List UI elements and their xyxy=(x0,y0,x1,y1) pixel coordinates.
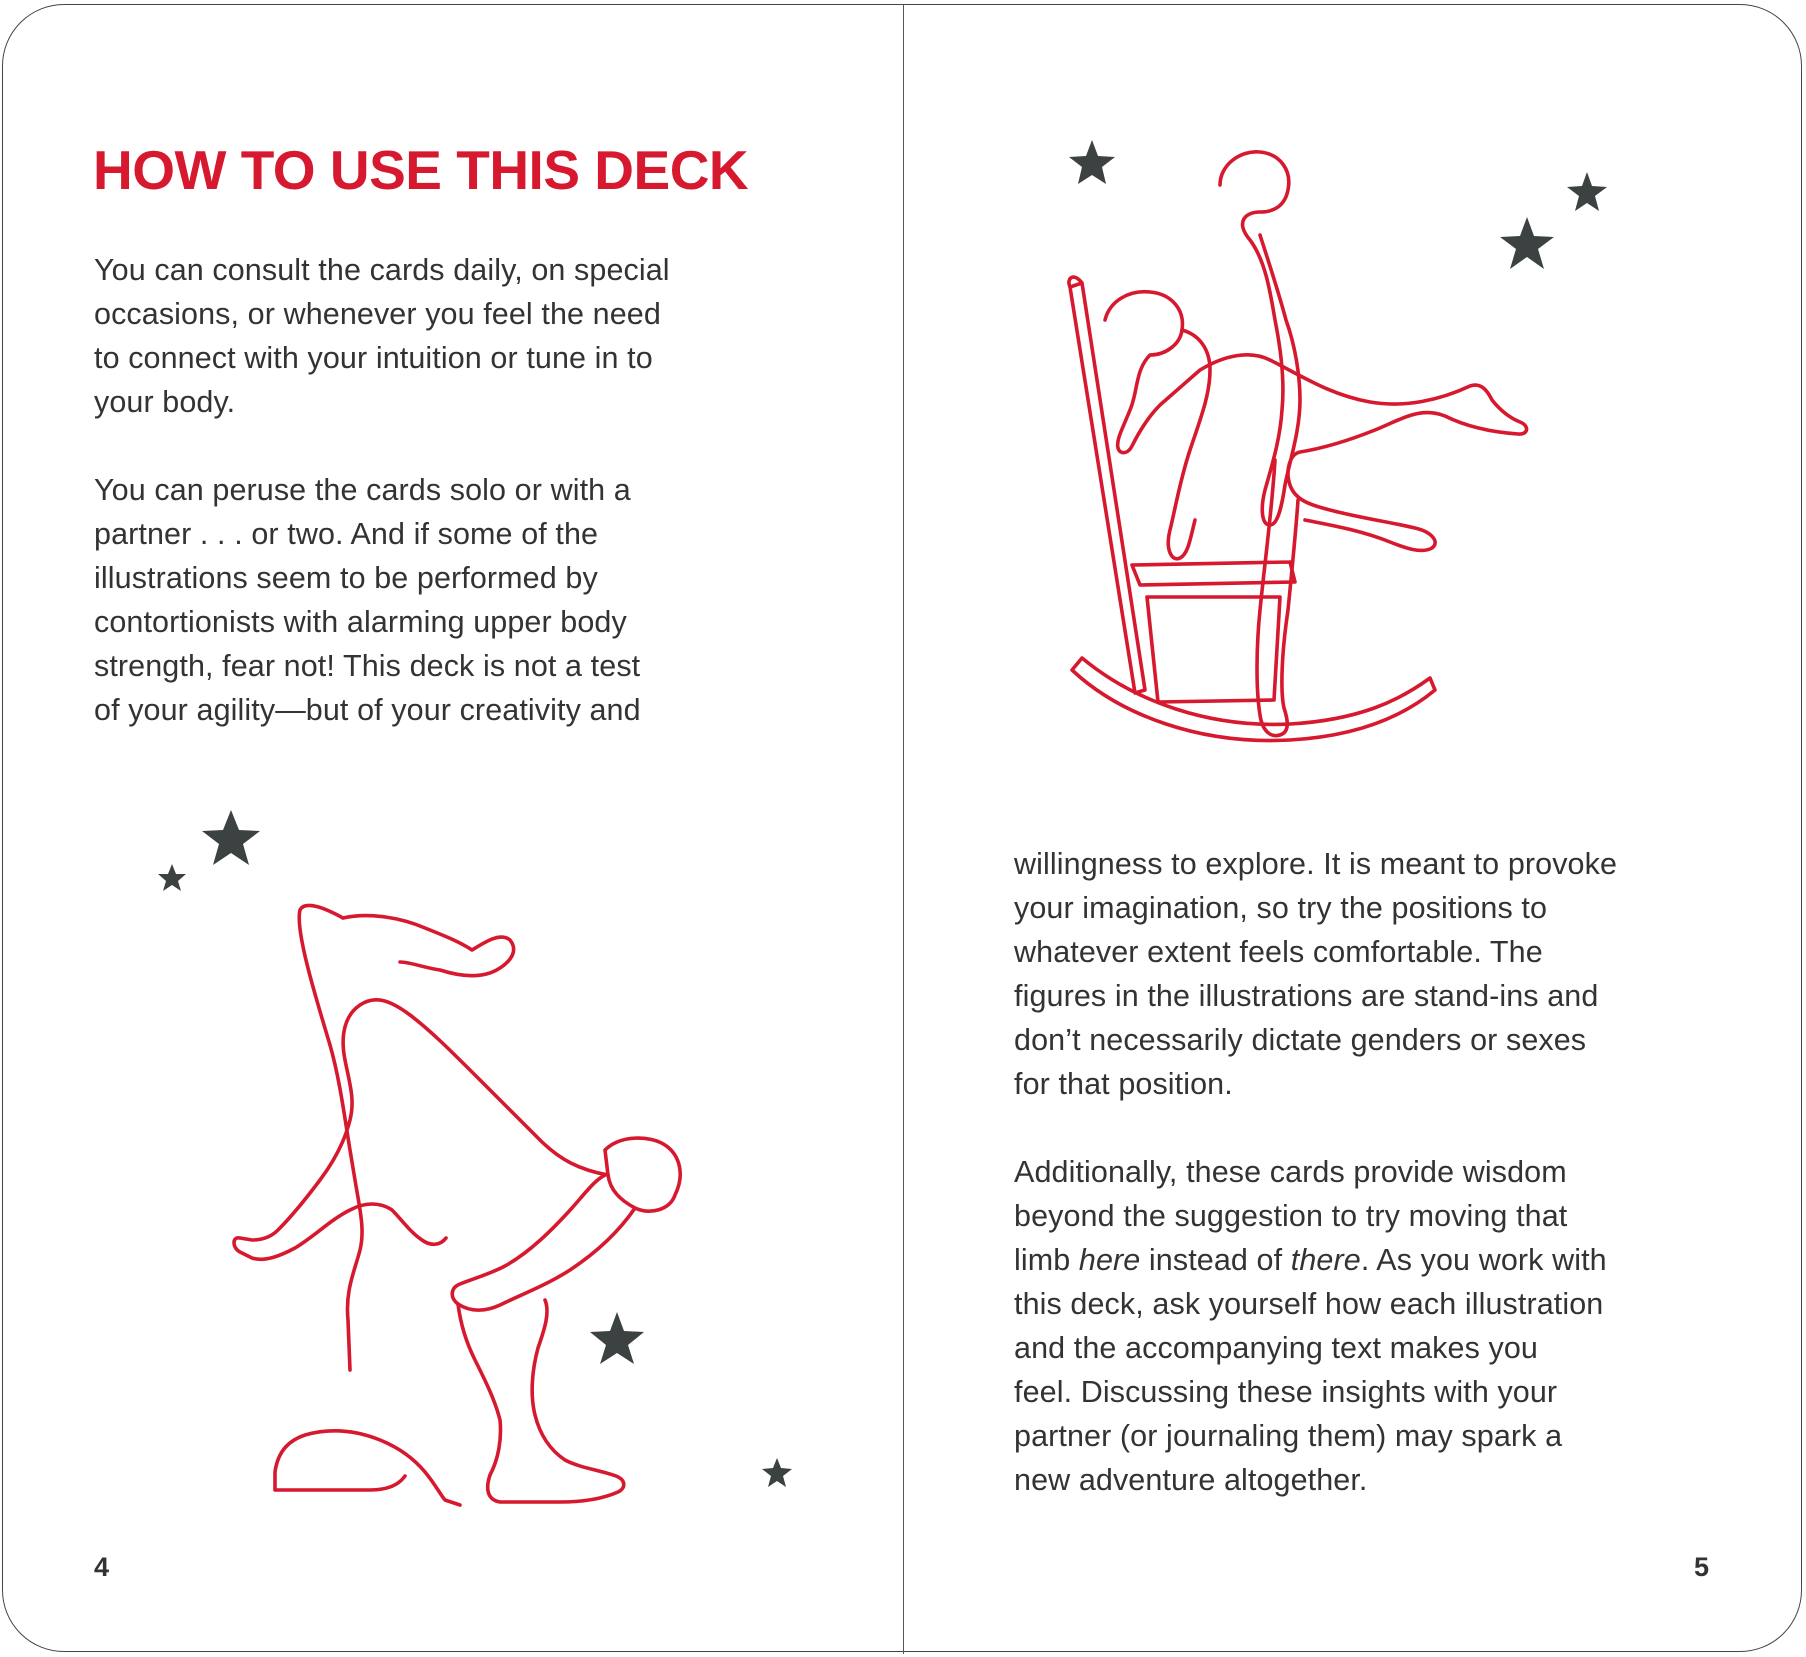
figure-torso-outline xyxy=(234,1000,608,1259)
text-line xyxy=(1014,1238,1714,1282)
page-title: HOW TO USE THIS DECK xyxy=(93,139,749,201)
text-line: your body. xyxy=(94,385,236,419)
text-line: and the accompanying text makes you xyxy=(1014,1331,1538,1365)
right-illustration xyxy=(1060,130,1680,770)
figure-arm-outline xyxy=(1168,330,1210,559)
text-line: don’t necessarily dictate genders or sexes xyxy=(1014,1023,1587,1057)
text-line: beyond the suggestion to try moving that xyxy=(1014,1199,1568,1233)
text-line: whatever extent feels comfortable. The xyxy=(1014,935,1543,969)
star-icon xyxy=(1567,172,1607,211)
text-line: occasions, or whenever you feel the need xyxy=(94,297,661,331)
star-icon xyxy=(590,1312,644,1364)
star-icon xyxy=(158,864,186,891)
rocking-chair-outline xyxy=(1069,277,1435,740)
star-icon xyxy=(762,1458,792,1487)
text-line: for that position. xyxy=(1014,1067,1233,1101)
text-line: illustrations seem to be performed by xyxy=(94,561,598,595)
text-line: partner . . . or two. And if some of the xyxy=(94,517,599,551)
text-line: figures in the illustrations are stand-ins and xyxy=(1014,979,1599,1013)
figure-arm-outline xyxy=(452,1175,635,1310)
left-illustration xyxy=(140,800,820,1520)
right-page-body xyxy=(1014,842,1714,1502)
emphasis-here: here xyxy=(1078,1243,1141,1277)
text-line: this deck, ask yourself how each illustration xyxy=(1014,1287,1604,1321)
text-line: partner (or journaling them) may spark a xyxy=(1014,1419,1563,1453)
text-line: to connect with your intuition or tune in to xyxy=(94,341,653,375)
star-icon xyxy=(1500,217,1554,269)
figure-head-outline xyxy=(605,1138,680,1211)
text-run: limb xyxy=(1014,1243,1079,1277)
text-run: . As you work with xyxy=(1360,1243,1607,1277)
figure-raised-leg-outline xyxy=(299,905,513,1370)
text-run: instead of xyxy=(1140,1243,1291,1277)
left-page-body xyxy=(94,248,774,732)
page-number: 5 xyxy=(1694,1552,1710,1582)
text-line: of your agility—but of your creativity and xyxy=(94,693,641,727)
figure-leaning-outline xyxy=(1105,292,1527,551)
figure-feet-outline xyxy=(275,1431,460,1505)
text-line: new adventure altogether. xyxy=(1014,1463,1368,1497)
star-icon xyxy=(1069,140,1115,184)
text-line: You can peruse the cards solo or with a xyxy=(94,473,631,507)
text-line: Additionally, these cards provide wisdom xyxy=(1014,1155,1567,1189)
text-line: contortionists with alarming upper body xyxy=(94,605,627,639)
text-line: willingness to explore. It is meant to provoke xyxy=(1014,847,1618,881)
text-line: strength, fear not! This deck is not a test xyxy=(94,649,641,683)
text-line: feel. Discussing these insights with your xyxy=(1014,1375,1558,1409)
figure-lower-body-outline xyxy=(458,1300,624,1502)
text-line: You can consult the cards daily, on special xyxy=(94,253,670,287)
page-number: 4 xyxy=(94,1552,110,1582)
emphasis-there: there xyxy=(1290,1243,1361,1277)
star-icon xyxy=(202,810,260,865)
page-gutter xyxy=(903,4,904,1654)
text-line: your imagination, so try the positions to xyxy=(1014,891,1548,925)
